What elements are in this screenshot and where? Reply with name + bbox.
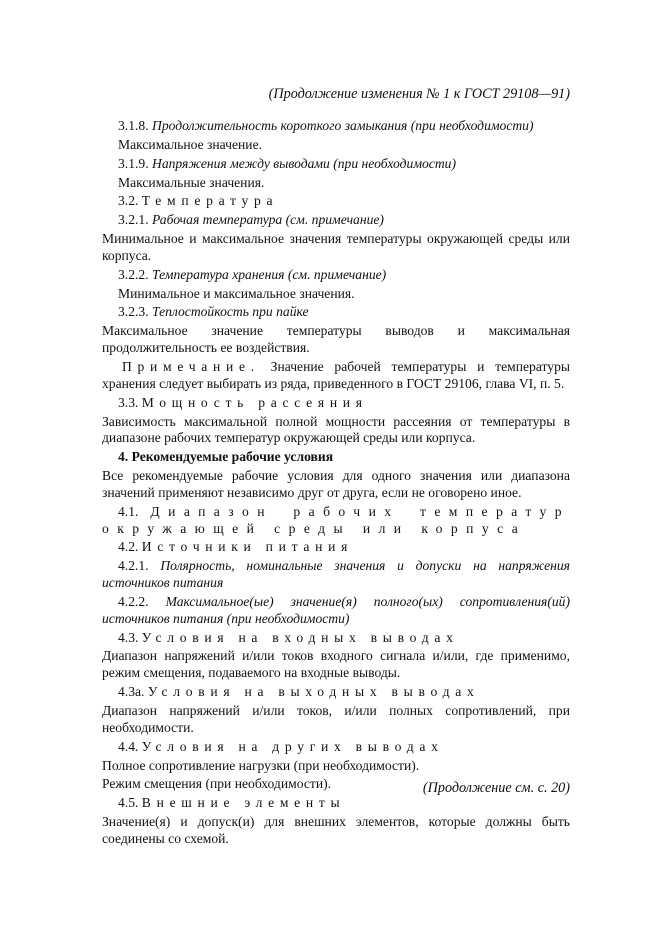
section-title: Рекомендуемые рабочие условия — [131, 449, 334, 465]
document-body — [102, 118, 571, 850]
clause-title: Напряжения между выводами (при необходимости) — [152, 155, 456, 171]
clause-title: Рабочая температура (см. примечание) — [152, 212, 384, 228]
paragraph: Все рекомендуемые рабочие условия для одного значения или диапазона значений применяют независимо друг от друга, если не оговорено иное. — [102, 468, 570, 500]
line-4-4 — [118, 739, 570, 756]
clause-title: Условия на других выводах — [141, 738, 444, 754]
line-4-3a — [118, 684, 570, 701]
line-4-1 — [102, 504, 570, 538]
clause-title: Внешние элементы — [141, 795, 346, 811]
clause-number: 4.5. — [118, 795, 139, 811]
note-text: Значение рабочей температуры и температуры хранения следует выбирать из ряда, приведенного в ГОСТ 29106, глава VI, п. 5. — [102, 358, 571, 391]
paragraph: Зависимость максимальной полной мощности рассеяния от температуры в диапазоне рабочих температур окружающей среды или корпуса. — [102, 413, 570, 446]
section-4 — [118, 449, 570, 466]
clause-title: Теплостойкость при пайке — [152, 304, 309, 320]
line-3-2-2 — [118, 267, 570, 284]
clause-title: Продолжительность короткого замыкания (при необходимости) — [152, 118, 534, 133]
paragraph: Значение(я) и допуск(и) для внешних элементов, которые должны быть соединены со схемой. — [102, 814, 570, 846]
line-4-5 — [118, 795, 570, 812]
clause-title: Диапазон рабочих температур окружающей среды или корпуса — [102, 503, 570, 536]
clause-number: 3.2.3. — [118, 304, 149, 320]
paragraph: Максимальное значение температуры выводов и максимальная продолжительность ее воздействия. — [102, 323, 570, 356]
clause-number: 4.4. — [118, 738, 139, 754]
page-header: (Продолжение изменения № 1 к ГОСТ 29108—91) — [268, 86, 570, 102]
line-4-2 — [118, 539, 570, 556]
page-footer: (Продолжение см. с. 20) — [422, 780, 570, 796]
clause-number: 4.3а. — [118, 684, 145, 700]
clause-number: 3.2. — [118, 193, 139, 209]
text-line: Полное сопротивление нагрузки (при необходимости). — [102, 757, 420, 773]
section-number: 4. — [118, 449, 129, 465]
clause-title: Температура хранения (см. примечание) — [152, 266, 387, 282]
line-3-2 — [118, 193, 570, 210]
clause-title: Полярность, номинальные значения и допуски на напряжения источников питания — [102, 558, 570, 591]
paragraph: Диапазон напряжений и/или токов входного сигнала и/или, где применимо, режим смещения, подаваемого на входные выводы. — [102, 648, 570, 681]
clause-number: 3.2.1. — [118, 212, 149, 228]
clause-number: 4.2. — [118, 539, 139, 555]
line-3-1-9 — [118, 156, 570, 173]
clause-number: 4.2.2. — [118, 593, 149, 609]
clause-title: Температура — [141, 193, 279, 209]
text-line: Максимальное значение. — [118, 136, 262, 152]
clause-number: 4.2.1. — [118, 558, 149, 574]
line-4-2-2 — [102, 594, 570, 628]
clause-title: Источники питания — [141, 539, 354, 555]
line-3-3 — [118, 395, 570, 412]
line-4-3 — [118, 630, 570, 647]
paragraph: Диапазон напряжений и/или токов, и/или полных сопротивлений, при необходимости. — [102, 703, 570, 735]
clause-title: Максимальное(ые) значение(я) полного(ых) сопротивления(ий) источников питания (при необходимости) — [102, 593, 570, 626]
clause-number: 4.3. — [118, 629, 139, 645]
note — [102, 359, 570, 393]
clause-title: Условия на входных выводах — [141, 629, 459, 645]
clause-number: 3.1.8. — [118, 118, 149, 133]
text-line: Режим смещения (при необходимости). — [102, 776, 332, 792]
clause-title: Мощность рассеяния — [141, 394, 368, 410]
line-3-2-3 — [118, 304, 570, 321]
line-3-1-8 — [118, 118, 570, 135]
note-label: Примечание. — [122, 358, 260, 374]
line-3-2-1 — [118, 212, 570, 229]
text-line: Максимальные значения. — [118, 174, 265, 190]
line-4-2-1 — [102, 558, 570, 592]
clause-title: Условия на выходных выводах — [147, 684, 480, 700]
paragraph: Минимальное и максимальное значения температуры окружающей среды или корпуса. — [102, 231, 570, 263]
clause-number: 3.2.2. — [118, 266, 149, 282]
clause-number: 4.1. — [118, 503, 139, 519]
text-line: Минимальное и максимальное значения. — [118, 285, 355, 301]
clause-number: 3.1.9. — [118, 155, 149, 171]
clause-number: 3.3. — [118, 394, 139, 410]
